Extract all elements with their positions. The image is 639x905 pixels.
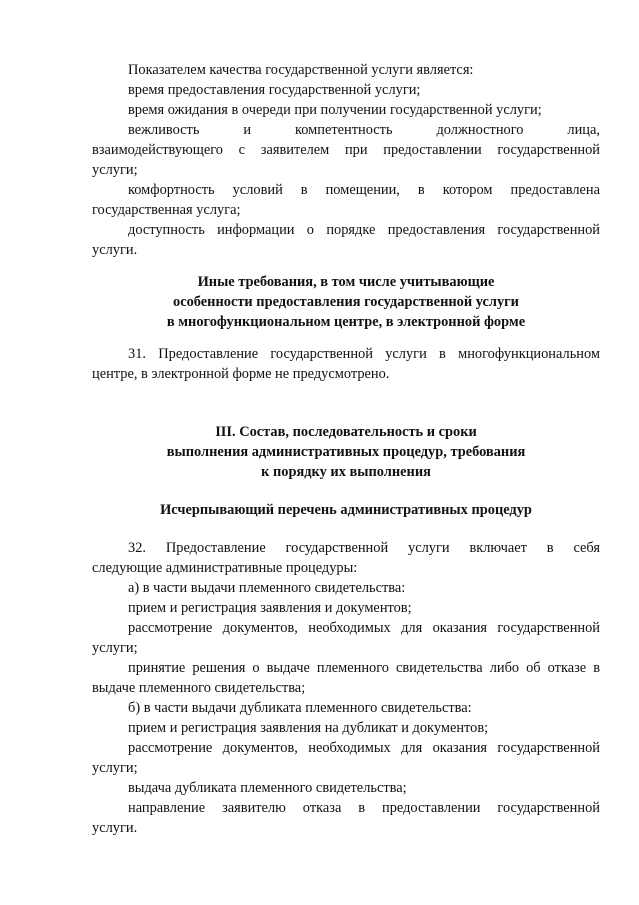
paragraph-line: услуги;: [92, 162, 138, 178]
paragraph-line: принятие решения о выдаче племенного свидетельства либо об отказе в: [128, 660, 600, 676]
paragraph-line: услуги.: [92, 820, 138, 836]
paragraph-line: рассмотрение документов, необходимых для оказания государственной: [128, 740, 600, 756]
subsection-heading: Исчерпывающий перечень административных процедур: [160, 502, 532, 518]
paragraph-line: услуги;: [92, 640, 138, 656]
paragraph-line: рассмотрение документов, необходимых для оказания государственной: [128, 620, 600, 636]
paragraph-line: прием и регистрация заявления на дубликат и документов;: [128, 720, 489, 736]
paragraph-line: взаимодействующего с заявителем при предоставлении государственной: [92, 142, 600, 158]
paragraph-line: направление заявителю отказа в предоставлении государственной: [128, 800, 600, 816]
paragraph-line: 32. Предоставление государственной услуги включает в себя: [128, 540, 600, 556]
section-heading: Иные требования, в том числе учитывающие: [197, 274, 495, 290]
paragraph-line: выдаче племенного свидетельства;: [92, 680, 306, 696]
paragraph-line: услуги;: [92, 760, 138, 776]
paragraph-line: государственная услуга;: [92, 202, 241, 218]
paragraph-line: доступность информации о порядке предоставления государственной: [128, 222, 600, 238]
paragraph-line: комфортность условий в помещении, в котором предоставлена: [128, 182, 600, 198]
paragraph-line: а) в части выдачи племенного свидетельства:: [128, 580, 406, 596]
paragraph-line: вежливость и компетентность должностного лица,: [128, 122, 600, 138]
chapter-heading: выполнения административных процедур, требования: [166, 444, 526, 460]
paragraph-line: центре, в электронной форме не предусмотрено.: [92, 366, 390, 382]
section-heading: в многофункциональном центре, в электронной форме: [166, 314, 526, 330]
paragraph-line: 31. Предоставление государственной услуги в многофункциональном: [128, 346, 600, 362]
paragraph-line: время ожидания в очереди при получении государственной услуги;: [128, 102, 542, 118]
paragraph-line: услуги.: [92, 242, 138, 258]
paragraph-line: Показателем качества государственной услуги является:: [128, 62, 474, 78]
paragraph-line: прием и регистрация заявления и документов;: [128, 600, 412, 616]
section-heading: особенности предоставления государственной услуги: [173, 294, 519, 310]
chapter-heading: к порядку их выполнения: [261, 464, 431, 480]
paragraph-line: время предоставления государственной услуги;: [128, 82, 421, 98]
chapter-heading: III. Состав, последовательность и сроки: [215, 424, 477, 440]
paragraph-line: б) в части выдачи дубликата племенного свидетельства:: [128, 700, 472, 716]
paragraph-line: выдача дубликата племенного свидетельства;: [128, 780, 407, 796]
paragraph-line: следующие административные процедуры:: [92, 560, 358, 576]
